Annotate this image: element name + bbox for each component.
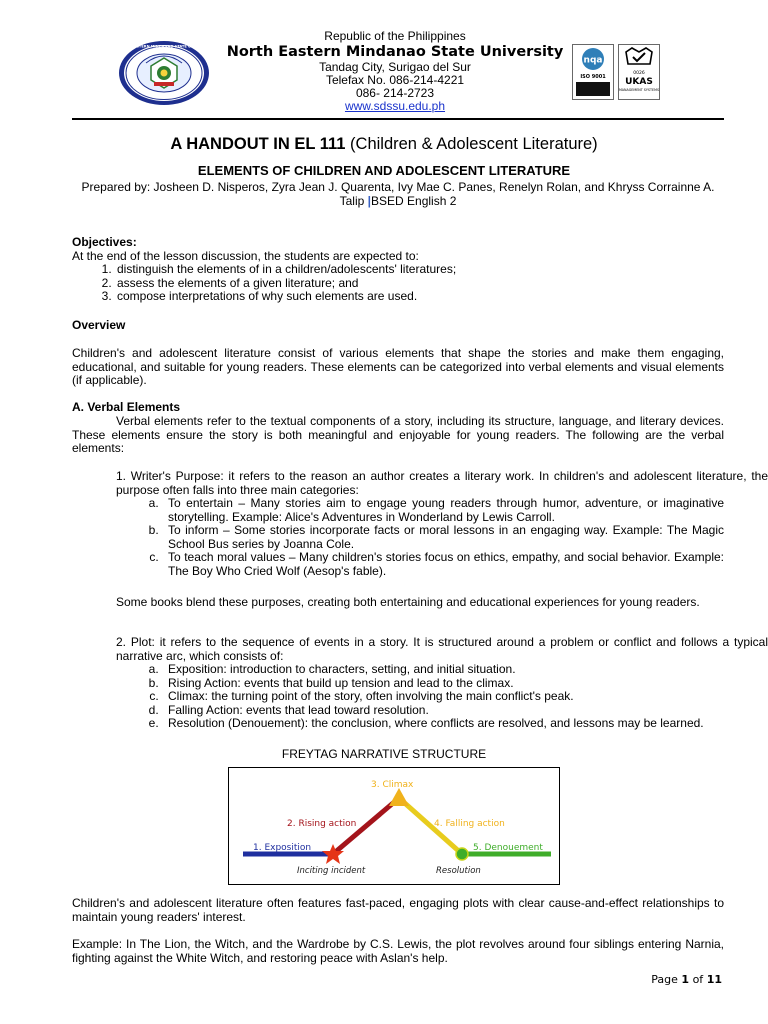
nqa-text: nqa [583, 55, 603, 66]
list-item: e. Resolution (Denouement): the conclusion, where conflicts are resolved, and lessons may be learned. [162, 717, 724, 731]
plot-list-wrap [72, 663, 724, 731]
university-name: North Eastern Mindanao State University [226, 44, 564, 60]
list-item: b. To inform – Some stories incorporate facts or moral lessons in an engaging way. Example: The Magic School Bus series by Joanna Cole. [162, 524, 724, 551]
writers-purpose-list-wrap [72, 497, 724, 578]
ukas-number: 0026 [633, 71, 645, 76]
list-item: a. Exposition: introduction to characters, setting, and initial situation. [162, 663, 724, 677]
objectives-section [72, 236, 724, 304]
verbal-elements-heading: A. Verbal Elements [72, 400, 181, 414]
inciting-incident-label: Inciting incident [297, 866, 366, 876]
freytag-diagram [228, 767, 560, 885]
iso-certification-badge [572, 44, 614, 103]
list-item: 3. compose interpretations of why such elements are used. [115, 290, 724, 304]
ukas-text: UKAS [625, 77, 653, 87]
resolution-dot-icon [456, 848, 468, 860]
ukas-subtext: MANAGEMENT SYSTEMS [618, 88, 660, 92]
list-item: b. Rising Action: events that build up tension and lead to the climax. [162, 677, 724, 691]
current-page: 1 [681, 973, 690, 986]
overview-heading: Overview [72, 318, 126, 332]
country-line: Republic of the Philippines [324, 29, 466, 43]
list-item: c. Climax: the turning point of the story, often involving the main conflict's peak. [162, 690, 724, 704]
total-pages: 11 [706, 973, 722, 986]
list-item: c. To teach moral values – Many children's stories focus on ethics, empathy, and social behavior. Example: The Boy Who Cried Wolf (Aesop's fable). [162, 551, 724, 578]
figure-caption: FREYTAG NARRATIVE STRUCTURE [281, 747, 487, 761]
overview-text: Children's and adolescent literature consist of various elements that shape the stories and make them engaging, educational, and suitable for young readers. These elements can be categorized into verbal elements and visual elements (if applicable). [72, 346, 724, 387]
climax-label: 3. Climax [371, 780, 414, 790]
handout-subtitle: ELEMENTS OF CHILDREN AND ADOLESCENT LITERATURE [197, 163, 571, 178]
handout-title-course: A HANDOUT IN EL 111 [170, 135, 346, 153]
writers-purpose-list [72, 497, 724, 578]
falling-action-label: 4. Falling action [434, 819, 505, 829]
list-item: 2. assess the elements of a given literature; and [115, 277, 724, 291]
university-header [218, 30, 572, 113]
page-word: Page [651, 973, 678, 986]
objectives-intro: At the end of the lesson discussion, the students are expected to: [72, 248, 419, 263]
list-item: a. To entertain – Many stories aim to engage young readers through humor, adventure, or imaginative storytelling. Example: Alice's Adventures in Wonderland by Lewis Carroll. [162, 497, 724, 524]
list-item: d. Falling Action: events that lead toward resolution. [162, 704, 724, 718]
plot-after-text: Children's and adolescent literature often features fast-paced, engaging plots with clear cause-and-effect relationships to maintain young readers' interest. [72, 896, 724, 924]
program-label: BSED English 2 [371, 194, 457, 208]
plot-text: 2. Plot: it refers to the sequence of events in a story. It is structured around a problem or conflict and follows a typical narrative arc, which consists of: [116, 635, 768, 663]
verbal-elements-intro: Verbal elements refer to the textual components of a story, including its structure, language, and literary devices. These elements ensure the story is both meaningful and enjoyable for young readers. The following are the verbal elements: [72, 414, 724, 455]
plot-list [72, 663, 724, 731]
purpose-blend-text: Some books blend these purposes, creating both entertaining and educational experiences for young readers. [116, 595, 700, 609]
iso-text: ISO 9001 [580, 74, 606, 80]
writers-purpose-text: 1. Writer's Purpose: it refers to the reason an author creates a literary work. In children's and adolescent literature, the purpose often falls into three main categories: [116, 469, 768, 497]
telefax-line: Telefax No. 086-214-4221 [325, 73, 465, 87]
location-line: Tandag City, Surigao del Sur [319, 60, 471, 74]
website-link[interactable]: www.sdssu.edu.ph [344, 99, 446, 113]
telefax-line-2: 086- 214-2723 [355, 86, 435, 100]
list-item: 1. distinguish the elements of in a children/adolescents' literatures; [115, 263, 724, 277]
prepared-by [72, 180, 724, 208]
university-seal-logo [118, 40, 210, 106]
page-number [651, 973, 722, 986]
climax-triangle-icon [389, 788, 409, 806]
objectives-list [72, 263, 724, 304]
header-divider [72, 118, 724, 120]
seal-text: NORTH EASTERN MINDANAO STATE UNIVERSITY [118, 44, 210, 49]
denouement-label: 5. Denouement [473, 843, 543, 853]
handout-title-subject: (Children & Adolescent Literature) [345, 135, 598, 153]
ukas-certification-badge [618, 44, 660, 103]
plot-example-text: Example: In The Lion, the Witch, and the Wardrobe by C.S. Lewis, the plot revolves around four siblings entering Narnia, fighting against the White Witch, and restoring peace with Aslan's help. [72, 937, 724, 965]
of-word: of [692, 973, 704, 986]
prepared-by-names: Prepared by: Josheen D. Nisperos, Zyra Jean J. Quarenta, Ivy Mae C. Panes, Renelyn Rolan, and Khryss Corrainne A. Talip [81, 180, 715, 208]
objectives-heading: Objectives: [72, 235, 137, 249]
handout-title [0, 135, 768, 154]
resolution-label: Resolution [436, 866, 481, 876]
separator-bar: | [367, 194, 371, 208]
rising-action-label: 2. Rising action [287, 819, 357, 829]
exposition-label: 1. Exposition [253, 843, 312, 853]
